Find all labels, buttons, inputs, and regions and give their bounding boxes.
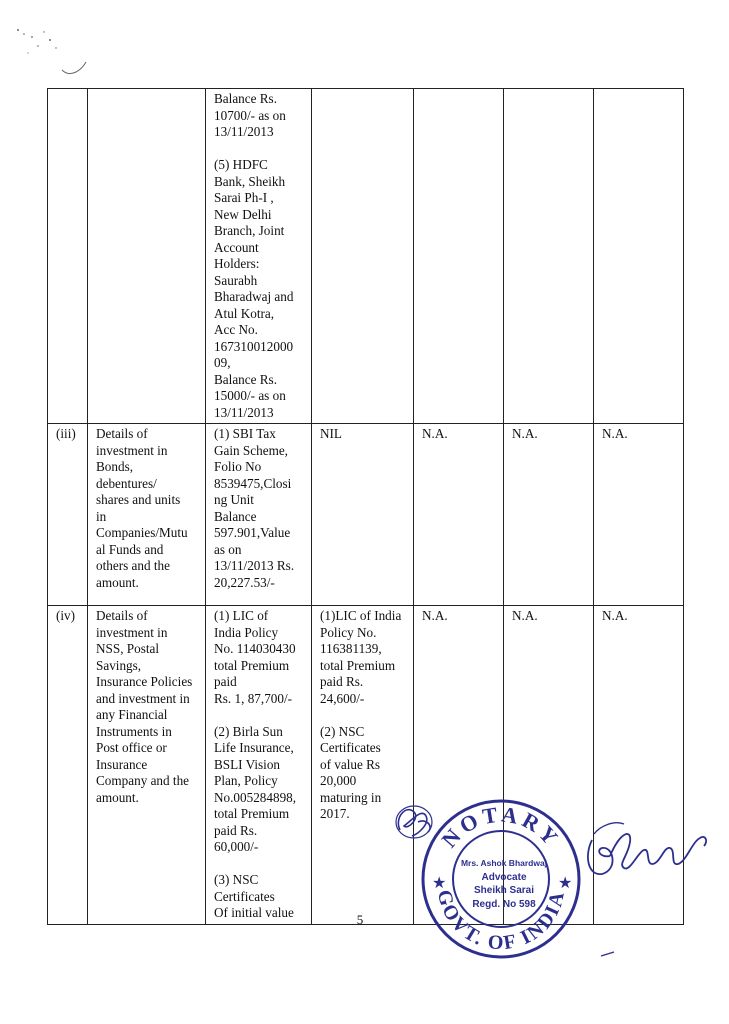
- seal-place: Sheikh Sarai: [473, 885, 535, 896]
- dependent-2-cell: [504, 89, 594, 424]
- scan-speck-marks: [10, 20, 100, 90]
- spouse-cell: (1)LIC of India Policy No. 116381139, total Premium paid Rs. 24,600/- (2) NSC Certificates of value Rs 20,000 maturing in 2017.: [312, 606, 414, 925]
- ink-mark: [600, 950, 616, 958]
- handwritten-initials: [392, 800, 440, 842]
- dependent-1-cell: [414, 89, 504, 424]
- sl-no-cell: (iv): [48, 606, 88, 925]
- self-cell: (1) LIC of India Policy No. 114030430 total Premium paid Rs. 1, 87,700/- (2) Birla Sun Life Insurance, BSLI Vision Plan, Policy No.005284898, total Premium paid Rs. 60,000/- (3) NSC Certificates Of initial value: [206, 606, 312, 925]
- description-cell: Details of investment in Bonds, debentures/ shares and units in Companies/Mutu al Funds and others and the amount.: [88, 424, 206, 606]
- table-row: [48, 89, 684, 424]
- seal-bottom-text: GOVT. OF INDIA: [432, 887, 570, 955]
- seal-star-icon: ★: [432, 875, 447, 892]
- sl-no-cell: [48, 89, 88, 424]
- seal-name: Mrs. Ashok Bhardwaj: [460, 858, 548, 868]
- notary-seal-stamp: [418, 796, 584, 962]
- page-number: 5: [356, 912, 364, 927]
- dependent-3-cell: N.A.: [594, 424, 684, 606]
- dependent-1-cell: N.A.: [414, 424, 504, 606]
- seal-top-text: NOTARY: [436, 801, 566, 853]
- self-bank-details: Balance Rs. 10700/- as on 13/11/2013 (5) HDFC Bank, Sheikh Sarai Ph-I , New Delhi Branch, Joint Account Holders: Saurabh Bharadwaj and Atul Kotra, Acc No. 167310012000 09, Balance Rs. 15000/- as on 13/11/2013: [214, 91, 294, 420]
- spouse-cell: NIL: [312, 424, 414, 606]
- assets-declaration-table: [47, 88, 684, 925]
- self-cell: [206, 89, 312, 424]
- dependent-1-cell: N.A.: [414, 606, 504, 925]
- sl-no-cell: (iii): [48, 424, 88, 606]
- description-cell: [88, 89, 206, 424]
- dependent-3-cell: N.A.: [594, 606, 684, 925]
- seal-star-icon: ★: [558, 875, 573, 892]
- spouse-cell: [312, 89, 414, 424]
- seal-registration: Regd. No 598: [472, 899, 536, 910]
- description-cell: Details of investment in NSS, Postal Savings, Insurance Policies and investment in any Financial Instruments in Post office or Insurance Company and the amount.: [88, 606, 206, 925]
- self-cell: (1) SBI Tax Gain Scheme, Folio No 8539475,Closi ng Unit Balance 597.901,Value as on 13/11/2013 Rs. 20,227.53/-: [206, 424, 312, 606]
- dependent-3-cell: [594, 89, 684, 424]
- table-row: [48, 424, 684, 606]
- seal-title: Advocate: [481, 872, 527, 883]
- dependent-2-cell: N.A.: [504, 606, 594, 925]
- dependent-2-cell: N.A.: [504, 424, 594, 606]
- handwritten-signature: [580, 812, 715, 890]
